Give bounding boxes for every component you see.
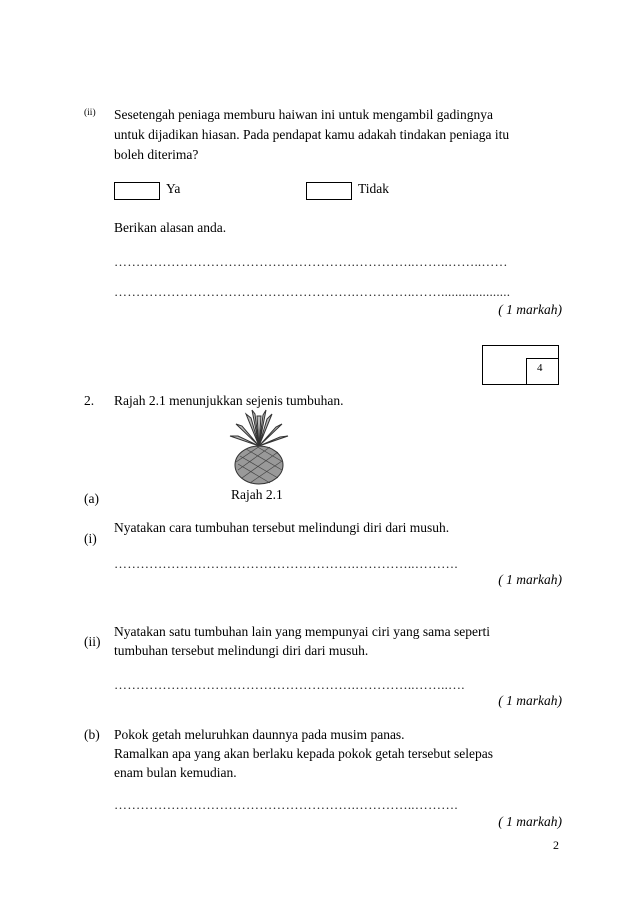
no-checkbox[interactable] [306,182,352,200]
answer-line[interactable]: ……………………………………………….…………..………. [114,556,458,571]
question-intro: Rajah 2.1 menunjukkan sejenis tumbuhan. [114,393,344,408]
pineapple-figure [226,406,292,486]
figure-caption: Rajah 2.1 [231,487,283,502]
question-number: 2. [84,393,95,408]
no-option-label: Tidak [358,181,390,196]
reason-prompt: Berikan alasan anda. [114,220,227,235]
answer-line[interactable]: ……………………………………………….…………..…….................... [114,284,511,299]
part-label-i: (i) [84,531,97,546]
answer-line[interactable]: ……………………………………………….…………..……..……..…… [114,254,508,269]
marks-label: ( 1 markah) [498,693,562,708]
question-text: enam bulan kemudian. [114,765,237,780]
marks-label: ( 1 markah) [498,814,562,829]
marks-label: ( 1 markah) [498,572,562,587]
question-text: Ramalkan apa yang akan berlaku kepada pokok getah tersebut selepas [114,746,493,761]
question-text: Pokok getah meluruhkan daunnya pada musim panas. [114,727,405,742]
answer-line[interactable]: ……………………………………………….…………..……..…. [114,677,465,692]
yes-option-label: Ya [166,181,181,196]
score-value: 4 [537,362,543,374]
question-text: Sesetengah peniaga memburu haiwan ini untuk mengambil gadingnya [114,107,494,122]
answer-line[interactable]: ……………………………………………….…………..………. [114,797,458,812]
part-label-a: (a) [84,491,99,506]
question-text: Nyatakan cara tumbuhan tersebut melindungi diri dari musuh. [114,520,450,535]
part-label-b: (b) [84,727,100,742]
marks-label: ( 1 markah) [498,302,562,317]
part-label-ii: (ii) [84,634,101,649]
question-text: untuk dijadikan hiasan. Pada pendapat kamu adakah tindakan peniaga itu [114,127,510,142]
question-text: Nyatakan satu tumbuhan lain yang mempunyai ciri yang sama seperti [114,624,491,639]
question-label-ii: (ii) [84,108,96,118]
page-number: 2 [553,838,559,852]
question-text: boleh diterima? [114,147,199,162]
yes-checkbox[interactable] [114,182,160,200]
question-text: tumbuhan tersebut melindungi diri dari musuh. [114,643,369,658]
